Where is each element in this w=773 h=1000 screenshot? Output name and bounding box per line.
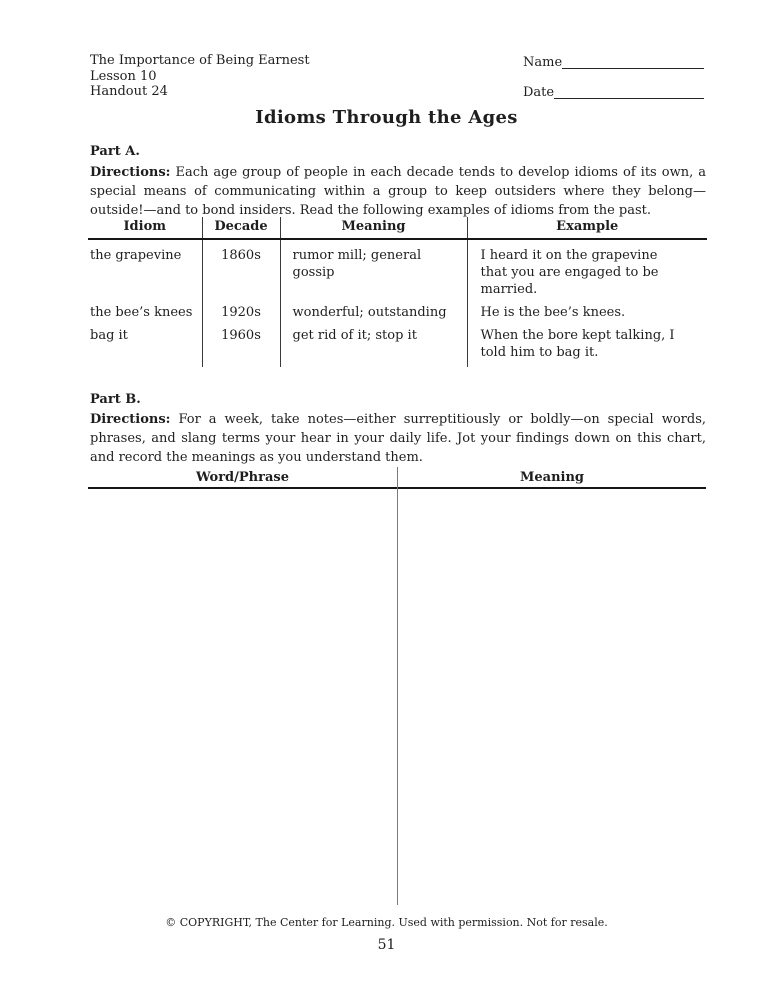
word-phrase-column-header: Word/Phrase bbox=[196, 470, 289, 485]
date-fill-line bbox=[554, 88, 704, 99]
part-a-directions-text: Each age group of people in each decade tends to develop idioms of its own, a special means of communicating within a group to keep outsiders where they belong—outside!—and to bond insiders. Read the following examples of idioms from the past. bbox=[90, 165, 706, 218]
copyright-notice: © COPYRIGHT, The Center for Learning. Used with permission. Not for resale. bbox=[165, 916, 608, 929]
header-block bbox=[90, 53, 310, 100]
name-label: Name bbox=[523, 55, 563, 70]
name-row bbox=[523, 55, 704, 70]
part-b-heading: Part B. bbox=[90, 392, 141, 407]
chart-column-divider bbox=[397, 467, 398, 905]
meaning-cell: rumor mill; general gossip bbox=[280, 239, 467, 301]
part-a-directions bbox=[90, 163, 706, 220]
part-a-heading: Part A. bbox=[90, 144, 140, 159]
meaning-column-header: Meaning bbox=[519, 470, 585, 485]
date-row bbox=[523, 85, 704, 100]
course-title: The Importance of Being Earnest bbox=[90, 53, 310, 68]
name-date-block bbox=[523, 55, 704, 100]
idiom-cell: the grapevine bbox=[88, 239, 202, 301]
table-row bbox=[88, 324, 707, 367]
idiom-cell: bag it bbox=[88, 324, 202, 367]
handout-number: Handout 24 bbox=[90, 84, 168, 99]
decade-cell: 1920s bbox=[202, 301, 280, 324]
table-row bbox=[88, 239, 707, 301]
decade-cell: 1860s bbox=[202, 239, 280, 301]
page-number: 51 bbox=[377, 937, 396, 953]
table-header-row bbox=[88, 217, 707, 239]
table-header-example: Example bbox=[467, 217, 707, 239]
idiom-cell: the bee’s knees bbox=[88, 301, 202, 324]
table-header-meaning: Meaning bbox=[280, 217, 467, 239]
table-header-idiom: Idiom bbox=[88, 217, 202, 239]
example-cell: When the bore kept talking, I told him to bag it. bbox=[480, 328, 675, 360]
idiom-table bbox=[88, 217, 707, 367]
directions-label: Directions: bbox=[90, 412, 171, 427]
page-title: Idioms Through the Ages bbox=[255, 107, 518, 128]
table-row bbox=[88, 301, 707, 324]
table-header-decade: Decade bbox=[202, 217, 280, 239]
part-b-directions bbox=[90, 410, 706, 467]
date-label: Date bbox=[523, 85, 555, 100]
part-b-directions-text: For a week, take notes—either surreptitiously or boldly—on special words, phrases, and slang terms your hear in your daily life. Jot your findings down on this chart, and record the meanings as you understand them. bbox=[90, 412, 706, 465]
lesson-number: Lesson 10 bbox=[90, 68, 157, 84]
directions-label: Directions: bbox=[90, 165, 171, 180]
meaning-cell: wonderful; outstanding bbox=[280, 301, 467, 324]
example-cell: I heard it on the grapevine that you are engaged to be married. bbox=[480, 248, 659, 297]
meaning-cell: get rid of it; stop it bbox=[280, 324, 467, 367]
name-fill-line bbox=[562, 58, 704, 69]
example-cell: He is the bee’s knees. bbox=[480, 305, 626, 320]
decade-cell: 1960s bbox=[202, 324, 280, 367]
